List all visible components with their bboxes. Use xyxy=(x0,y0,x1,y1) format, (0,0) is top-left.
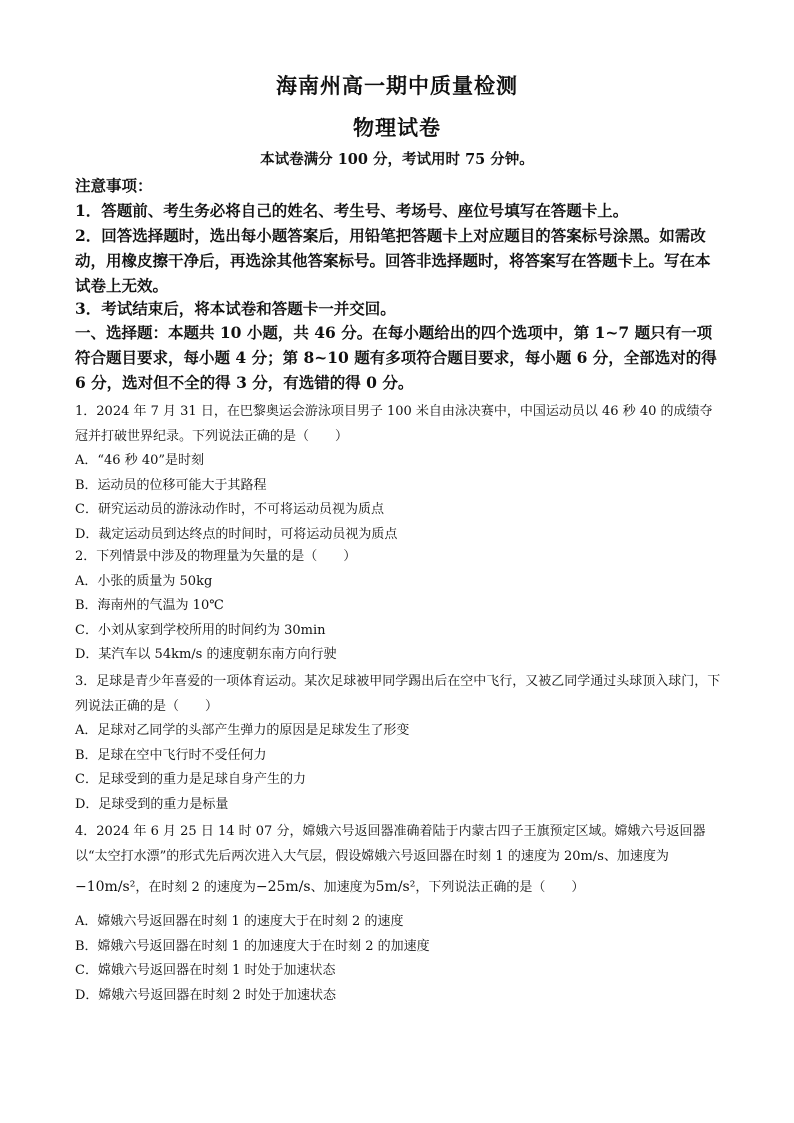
option-d: D．足球受到的重力是标量 xyxy=(75,796,229,812)
question-3 xyxy=(75,670,725,818)
question-1 xyxy=(75,400,725,548)
exam-subject: 物理试卷 xyxy=(353,115,441,140)
option-d: D．某汽车以 54km/s 的速度朝东南方向行驶 xyxy=(75,647,337,663)
option-d: D．裁定运动员到达终点的时间时，可将运动员视为质点 xyxy=(75,526,398,542)
question-stem: 2．下列情景中涉及的物理量为矢量的是（ ） xyxy=(75,549,357,564)
exam-meta: 本试卷满分 100 分，考试用时 75 分钟。 xyxy=(260,151,534,168)
option-a: A．嫦娥六号返回器在时刻 1 的速度大于在时刻 2 的速度 xyxy=(75,914,404,929)
question-stem: 1．2024 年 7 月 31 日，在巴黎奥运会游泳项目男子 100 米自由泳决赛中，中国运动员以 46 秒 40 的成绩夺冠并打破世界纪录。下列说法正确的是（ ） xyxy=(75,404,713,444)
option-c: C．嫦娥六号返回器在时刻 1 时处于加速状态 xyxy=(75,963,336,979)
note-item-2: 2．回答选择题时，选出每小题答案后，用铅笔把答题卡上对应题目的答案标号涂黑。如需改动，用橡皮擦干净后，再选涂其他答案标号。回答非选择题时，将答案写在答题卡上。写在本试卷上无效。 xyxy=(75,226,711,295)
question-stem: 3．足球是青少年喜爱的一项体育运动。某次足球被甲同学踢出后在空中飞行，又被乙同学通过头球顶入球门，下列说法正确的是（ ） xyxy=(75,674,721,714)
formula-velocity-2: −25m/s xyxy=(255,879,311,896)
option-a: A．小张的质量为 50kg xyxy=(75,573,213,589)
question-stem-formula-line xyxy=(75,875,725,900)
option-b: B．运动员的位移可能大于其路程 xyxy=(75,477,267,493)
question-2 xyxy=(75,545,725,668)
option-d: D．嫦娥六号返回器在时刻 2 时处于加速状态 xyxy=(75,987,336,1003)
option-a: A．“46 秒 40”是时刻 xyxy=(75,453,205,469)
stem-text-mid-2: 、加速度为 xyxy=(310,880,376,896)
option-c: C．足球受到的重力是足球自身产生的力 xyxy=(75,772,306,788)
option-b: B．海南州的气温为 10℃ xyxy=(75,598,224,614)
formula-acceleration-2: 5m/s² xyxy=(375,879,416,896)
option-b: B．足球在空中飞行时不受任何力 xyxy=(75,747,267,763)
section-instruction: 一、选择题：本题共 10 小题，共 46 分。在每小题给出的四个选项中，第 1~7 题只有一项符合题目要求，每小题 4 分；第 8~10 题有多项符合题目要求，每小题 6 分，全部选对的得 6 分，选对但不全的得 3 分，有选错的得 0 分。 xyxy=(75,323,717,392)
note-item-1: 1．答题前、考生务必将自己的姓名、考生号、考场号、座位号填写在答题卡上。 xyxy=(75,201,629,220)
notes-heading: 注意事项： xyxy=(75,176,153,195)
stem-text-end: ，下列说法正确的是（ ） xyxy=(415,880,585,896)
exam-title: 海南州高一期中质量检测 xyxy=(276,73,518,98)
note-item-3: 3．考试结束后，将本试卷和答题卡一并交回。 xyxy=(75,299,396,318)
option-a: A．足球对乙同学的头部产生弹力的原因是足球发生了形变 xyxy=(75,723,410,739)
option-b: B．嫦娥六号返回器在时刻 1 的加速度大于在时刻 2 的加速度 xyxy=(75,938,430,954)
formula-acceleration-1: −10m/s² xyxy=(75,879,136,896)
question-stem xyxy=(75,820,725,869)
question-4-options xyxy=(75,910,725,1008)
stem-text-mid-1: ，在时刻 2 的速度为 xyxy=(135,880,256,896)
question-stem-text: 4．2024 年 6 月 25 日 14 时 07 分，嫦娥六号返回器准确着陆于内蒙古四子王旗预定区域。嫦娥六号返回器以“太空打水漂”的形式先后两次进入大气层，假设嫦娥六号返回器在时刻 1 的速度为 20m/s、加速度为 xyxy=(75,824,706,864)
option-c: C．研究运动员的游泳动作时，不可将运动员视为质点 xyxy=(75,502,384,518)
option-c: C．小刘从家到学校所用的时间约为 30min xyxy=(75,622,326,638)
question-4 xyxy=(75,820,725,900)
